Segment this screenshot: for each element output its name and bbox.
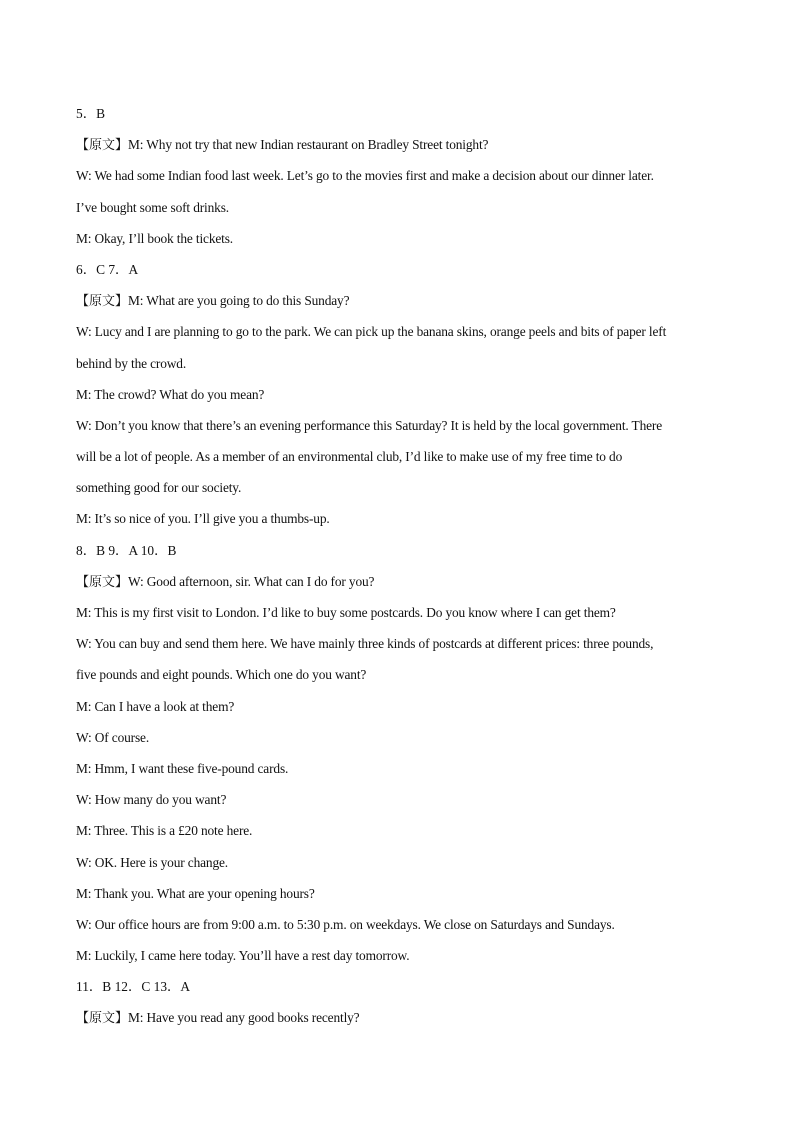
line-text: M: Luckily, I came here today. You’ll have a rest day tomorrow.	[76, 948, 410, 964]
line-text: five pounds and eight pounds. Which one do you want?	[76, 667, 367, 683]
transcript-line	[76, 909, 726, 940]
line-text: M: Can I have a look at them?	[76, 698, 235, 714]
transcript-line	[76, 753, 726, 784]
transcript-line	[76, 223, 726, 254]
transcript-line	[76, 348, 726, 379]
answer-key-line	[76, 971, 726, 1002]
line-text: W: OK. Here is your change.	[76, 854, 228, 870]
transcript-start-line	[76, 1002, 726, 1033]
line-text: 11．B 12．C 13．A	[76, 979, 191, 995]
transcript-line	[76, 379, 726, 410]
transcript-line	[76, 628, 726, 659]
transcript-start-line	[76, 129, 726, 160]
line-text: will be a lot of people. As a member of an environmental club, I’d like to make use of my free time to do	[76, 449, 623, 465]
transcript-tag: 【原文】	[76, 574, 129, 590]
transcript-tag: 【原文】	[76, 294, 129, 310]
line-text: M: Three. This is a £20 note here.	[76, 823, 253, 839]
transcript-line	[76, 940, 726, 971]
transcript-line	[76, 722, 726, 753]
transcript-line	[76, 784, 726, 815]
transcript-line	[76, 472, 726, 503]
transcript-line	[76, 160, 726, 191]
line-text: M: Okay, I’ll book the tickets.	[76, 230, 233, 246]
line-text: W: We had some Indian food last week. Let’s go to the movies first and make a decision about our dinner later.	[76, 168, 654, 184]
line-text: W: Lucy and I are planning to go to the park. We can pick up the banana skins, orange peels and bits of paper left	[76, 324, 667, 340]
transcript-start-line	[76, 285, 726, 316]
line-text: W: You can buy and send them here. We have mainly three kinds of postcards at different prices: three pounds,	[76, 636, 654, 652]
line-text: 8．B 9．A 10．B	[76, 542, 177, 558]
transcript-line	[76, 815, 726, 846]
transcript-line	[76, 503, 726, 534]
transcript-line	[76, 691, 726, 722]
line-text: M: It’s so nice of you. I’ll give you a thumbs-up.	[76, 511, 330, 527]
line-text: I’ve bought some soft drinks.	[76, 199, 229, 215]
transcript-line	[76, 410, 726, 441]
answer-key-line	[76, 254, 726, 285]
line-text: something good for our society.	[76, 480, 242, 496]
document-body	[76, 98, 726, 1034]
transcript-line	[76, 597, 726, 628]
line-text: M: What are you going to do this Sunday?	[128, 293, 350, 309]
line-text: W: Good afternoon, sir. What can I do for you?	[128, 573, 375, 589]
line-text: W: Don’t you know that there’s an evening performance this Saturday? It is held by the local government. There	[76, 417, 663, 433]
line-text: 5．B	[76, 106, 106, 121]
line-text: W: How many do you want?	[76, 792, 227, 808]
answer-key-line	[76, 98, 726, 129]
transcript-start-line	[76, 566, 726, 597]
transcript-line	[76, 847, 726, 878]
transcript-line	[76, 659, 726, 690]
transcript-line	[76, 316, 726, 347]
line-text: W: Of course.	[76, 729, 150, 745]
transcript-tag: 【原文】	[76, 1011, 129, 1027]
line-text: behind by the crowd.	[76, 355, 187, 371]
line-text: M: This is my first visit to London. I’d like to buy some postcards. Do you know where I can get them?	[76, 605, 616, 620]
answer-key-line	[76, 535, 726, 566]
line-text: M: Hmm, I want these five-pound cards.	[76, 760, 289, 776]
line-text: 6．C 7．A	[76, 261, 139, 277]
line-text: M: The crowd? What do you mean?	[76, 386, 265, 402]
line-text: M: Why not try that new Indian restaurant on Bradley Street tonight?	[128, 137, 489, 153]
line-text: M: Have you read any good books recently?	[128, 1010, 360, 1026]
transcript-tag: 【原文】	[76, 138, 129, 154]
transcript-line	[76, 441, 726, 472]
transcript-line	[76, 192, 726, 223]
transcript-line	[76, 878, 726, 909]
line-text: M: Thank you. What are your opening hours?	[76, 885, 315, 901]
line-text: W: Our office hours are from 9:00 a.m. to 5:30 p.m. on weekdays. We close on Saturdays and Sundays.	[76, 916, 615, 932]
